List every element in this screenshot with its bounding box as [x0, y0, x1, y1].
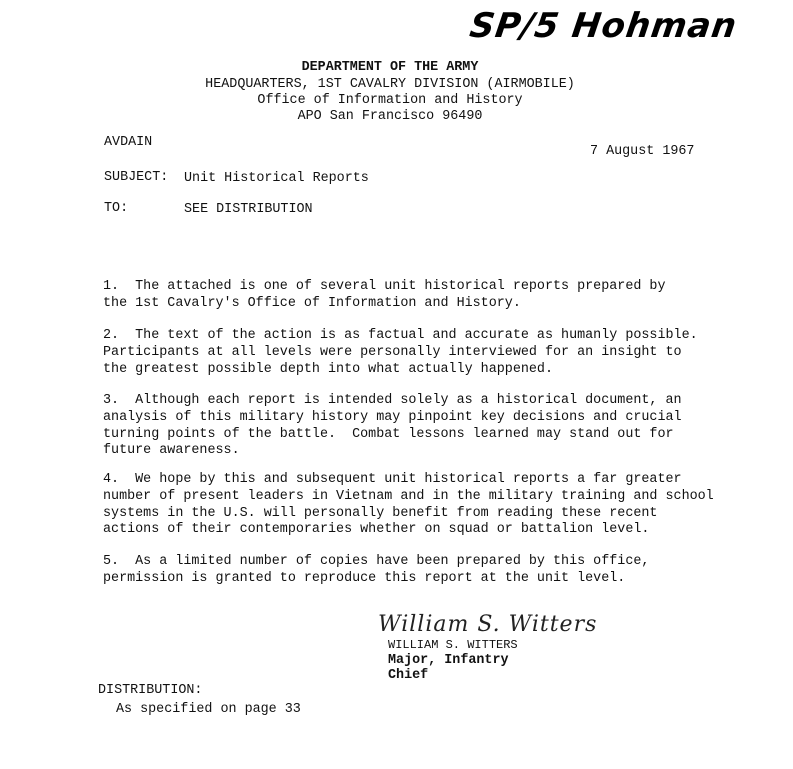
- paragraph-line: turning points of the battle. Combat lessons learned may stand out for: [103, 426, 674, 442]
- paragraph-line: the 1st Cavalry's Office of Information and History.: [103, 295, 521, 311]
- signer-title: Chief: [388, 668, 429, 683]
- letterhead-apo: APO San Francisco 96490: [297, 109, 483, 124]
- to-text: SEE DISTRIBUTION: [184, 202, 313, 217]
- to-label: TO:: [104, 201, 129, 216]
- signer-rank: Major, Infantry: [388, 653, 509, 668]
- paragraph-line: number of present leaders in Vietnam and in the military training and school: [103, 488, 714, 504]
- distribution-text: As specified on page 33: [116, 702, 301, 717]
- letterhead-department: DEPARTMENT OF THE ARMY: [301, 60, 479, 75]
- paragraph-2: [103, 328, 698, 378]
- office-symbol: AVDAIN: [104, 135, 153, 150]
- paragraph-line: systems in the U.S. will personally benefit from reading these recent: [103, 505, 658, 521]
- paragraph-line: the greatest possible depth into what actually happened.: [103, 361, 553, 377]
- paragraph-3: [103, 393, 682, 460]
- paragraph-line: 4. We hope by this and subsequent unit historical reports a far greater: [103, 472, 682, 487]
- paragraph-line: 3. Although each report is intended solely as a historical document, an: [103, 393, 682, 408]
- paragraph-4: [103, 472, 714, 539]
- paragraph-line: Participants at all levels were personally interviewed for an insight to: [103, 344, 682, 360]
- signer-name: WILLIAM S. WITTERS: [388, 638, 518, 652]
- subject-text: Unit Historical Reports: [184, 171, 369, 186]
- letterhead-office: Office of Information and History: [257, 93, 523, 108]
- handwritten-signature: William S. Witters: [378, 612, 598, 637]
- letterhead-headquarters: HEADQUARTERS, 1ST CAVALRY DIVISION (AIRMOBILE): [205, 77, 575, 92]
- distribution-label: DISTRIBUTION:: [98, 683, 203, 698]
- paragraph-line: 2. The text of the action is as factual and accurate as humanly possible.: [103, 328, 698, 343]
- paragraph-line: permission is granted to reproduce this report at the unit level.: [103, 570, 626, 586]
- paragraph-line: 1. The attached is one of several unit historical reports prepared by: [103, 279, 666, 294]
- paragraph-5: [103, 554, 649, 588]
- handwritten-note: SP/5 Hohman: [467, 6, 740, 46]
- paragraph-line: analysis of this military history may pinpoint key decisions and crucial: [103, 409, 682, 425]
- paragraph-line: future awareness.: [103, 443, 240, 459]
- paragraph-1: [103, 279, 666, 313]
- letter-date: 7 August 1967: [590, 144, 695, 159]
- paragraph-line: 5. As a limited number of copies have been prepared by this office,: [103, 554, 650, 569]
- subject-label: SUBJECT:: [104, 170, 169, 185]
- paragraph-line: actions of their contemporaries whether on squad or battalion level.: [103, 522, 650, 538]
